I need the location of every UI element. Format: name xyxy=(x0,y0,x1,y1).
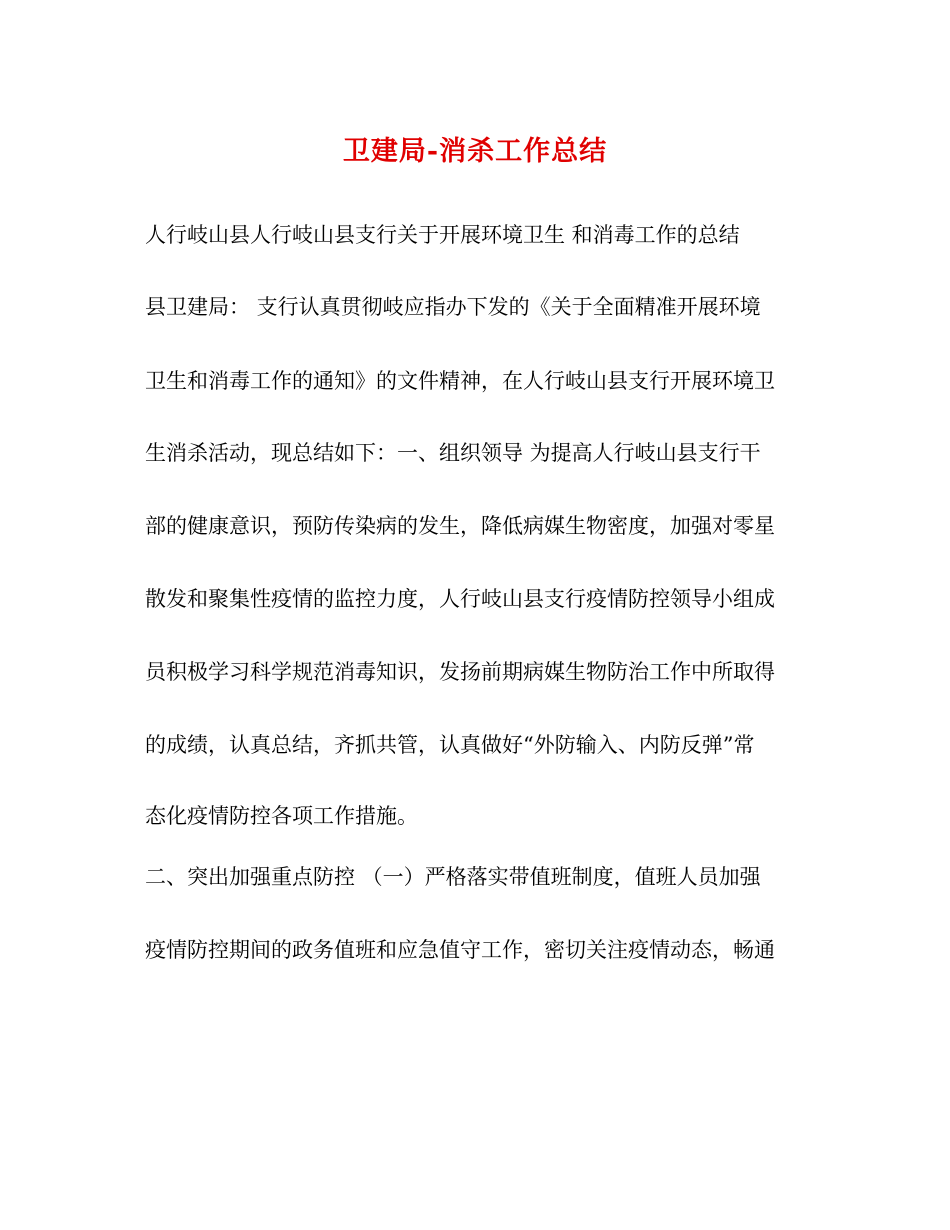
paragraph-line-9: 态化疫情防控各项工作措施。 xyxy=(145,804,418,828)
paragraph-line-2: 县卫建局： 支行认真贯彻岐应指办下发的《关于全面精准开展环境 xyxy=(145,295,761,319)
paragraph-line-10: 二、突出加强重点防控 （一）严格落实带值班制度，值班人员加强 xyxy=(145,865,761,889)
paragraph-line-5: 部的健康意识，预防传染病的发生，降低病媒生物密度，加强对零星 xyxy=(145,514,775,538)
paragraph-line-6: 散发和聚集性疫情的监控力度，人行岐山县支行疫情防控领导小组成 xyxy=(145,587,775,611)
paragraph-line-4: 生消杀活动，现总结如下：一、组织领导 为提高人行岐山县支行干 xyxy=(145,441,761,465)
paragraph-line-8: 的成绩，认真总结，齐抓共管，认真做好“外防输入、内防反弹”常 xyxy=(145,733,755,757)
paragraph-line-11: 疫情防控期间的政务值班和应急值守工作，密切关注疫情动态，畅通 xyxy=(145,938,775,962)
document-title: 卫建局-消杀工作总结 xyxy=(342,136,608,167)
paragraph-line-3: 卫生和消毒工作的通知》的文件精神，在人行岐山县支行开展环境卫 xyxy=(145,369,775,393)
paragraph-line-1: 人行岐山县人行岐山县支行关于开展环境卫生 和消毒工作的总结 xyxy=(145,223,740,247)
paragraph-line-7: 员积极学习科学规范消毒知识，发扬前期病媒生物防治工作中所取得 xyxy=(145,660,775,684)
